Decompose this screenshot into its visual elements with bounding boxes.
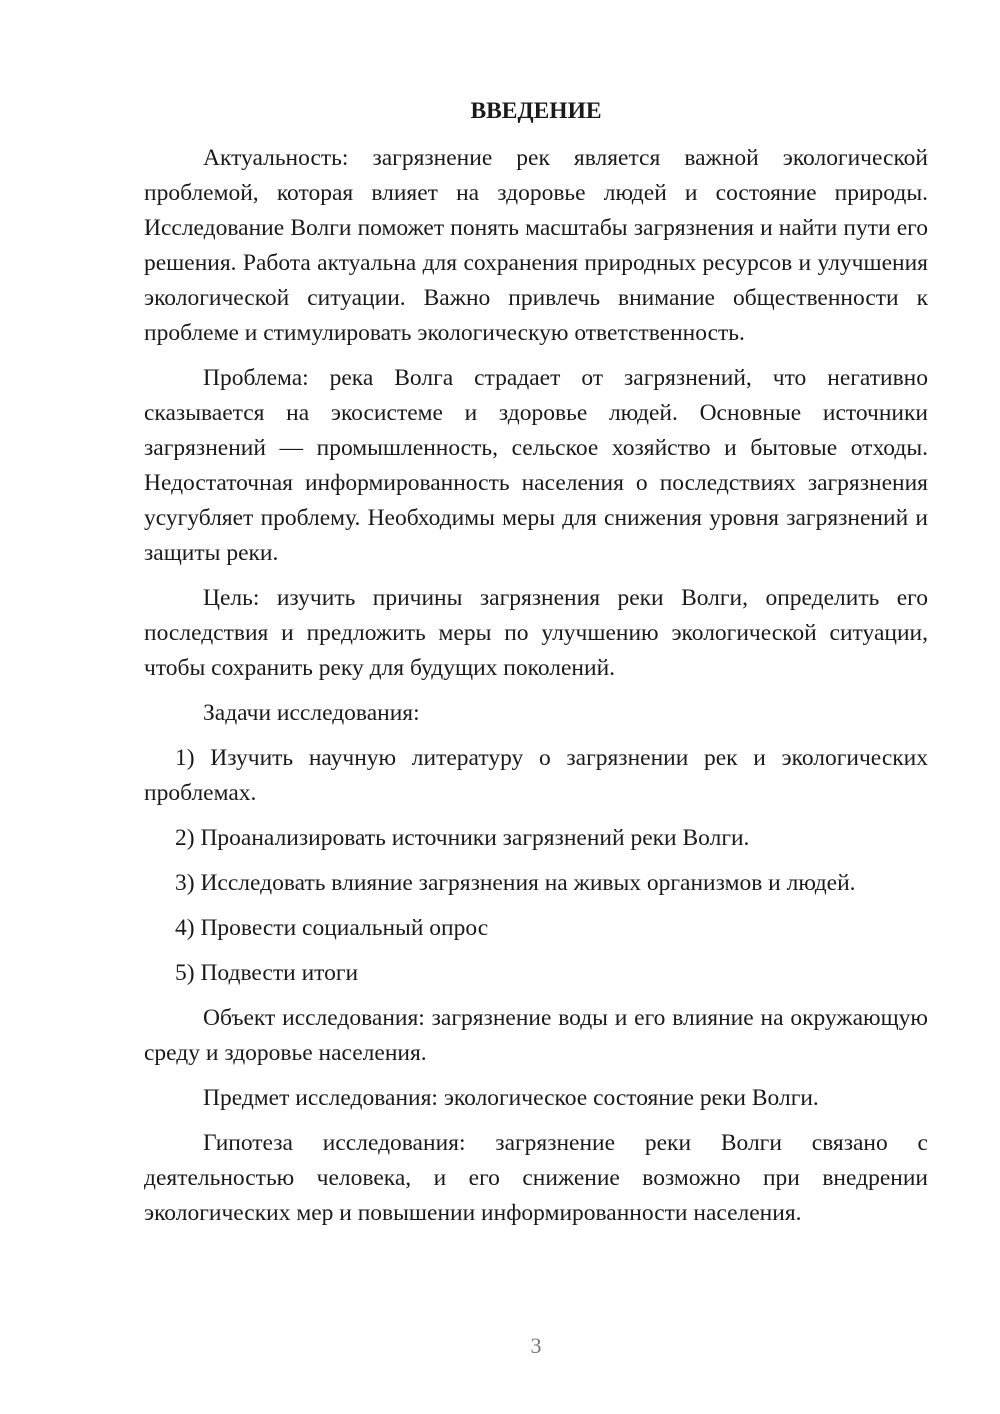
task-item: 2) Проанализировать источники загрязнений реки Волги. [175, 825, 750, 851]
tasks-title: Задачи исследования: [203, 700, 420, 726]
section-heading: ВВЕДЕНИЕ [470, 98, 602, 124]
task-item: 1) Изучить научную литературу о загрязнении рек и экологических проблемах. [144, 745, 928, 806]
page-number: 3 [530, 1333, 542, 1358]
paragraph-subject: Предмет исследования: экологическое состояние реки Волги. [203, 1085, 819, 1111]
paragraph-goal: Цель: изучить причины загрязнения реки Волги, определить его последствия и предложить меры по улучшению экологической ситуации, чтобы сохранить реку для будущих поколений. [144, 585, 928, 681]
tasks-list [144, 741, 928, 991]
paragraph-problem: Проблема: река Волга страдает от загрязнений, что негативно сказывается на экосистеме и здоровье людей. Основные источники загрязнений — промышленность, сельское хозяйство и бытовые отходы. Недостаточная информированность населения о последствиях загрязнения усугубляет проблему. Необходимы меры для снижения уровня загрязнений и защиты реки. [144, 365, 928, 566]
paragraph-hypothesis: Гипотеза исследования: загрязнение реки Волги связано с деятельностью человека, и его снижение возможно при внедрении экологических мер и повышении информированности населения. [144, 1130, 928, 1226]
paragraph-object: Объект исследования: загрязнение воды и его влияние на окружающую среду и здоровье населения. [144, 1005, 928, 1066]
task-item: 4) Провести социальный опрос [175, 915, 489, 941]
task-item: 5) Подвести итоги [175, 960, 359, 986]
paragraph-relevance: Актуальность: загрязнение рек является важной экологической проблемой, которая влияет на здоровье людей и состояние природы. Исследование Волги поможет понять масштабы загрязнения и найти пути его решения. Работа актуальна для сохранения природных ресурсов и улучшения экологической ситуации. Важно привлечь внимание общественности к проблеме и стимулировать экологическую ответственность. [144, 145, 928, 346]
page-content [144, 95, 928, 1241]
task-item: 3) Исследовать влияние загрязнения на живых организмов и людей. [175, 870, 856, 896]
